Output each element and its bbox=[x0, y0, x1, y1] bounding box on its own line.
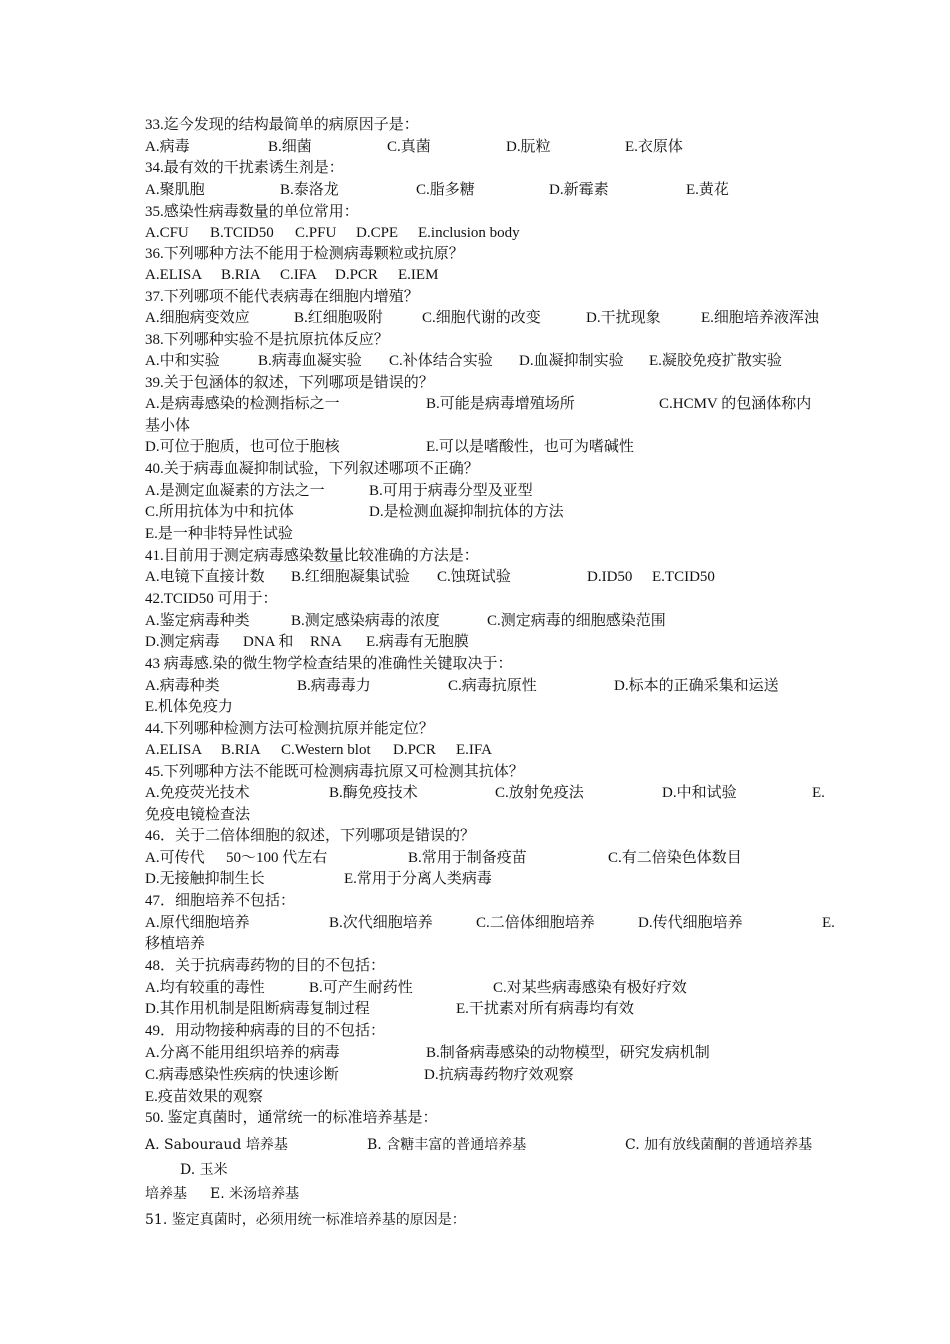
text-segment-line-22-3: C.蚀斑试验 bbox=[437, 569, 511, 585]
text-segment-line-26-1: 43 病毒感.染的微生物学检查结果的准确性关键取决于： bbox=[145, 656, 513, 672]
text-segment-line-18-1: A.是测定血凝素的方法之一 bbox=[145, 483, 325, 499]
text-segment-line-6-2: B.TCID50 bbox=[210, 225, 274, 241]
text-segment-line-32-3: C.放射免疫法 bbox=[495, 785, 584, 801]
text-segment-line-13-1: 39.关于包涵体的叙述，下列哪项是错误的？ bbox=[145, 375, 434, 391]
text-segment-line-4-5: E.黄花 bbox=[686, 182, 729, 198]
text-segment-line-23-1: 42.TCID50 可用于： bbox=[145, 591, 278, 607]
text-segment-line-39-1: 移植培养 bbox=[145, 936, 206, 952]
text-segment-line-31-1: 45.下列哪种方法不能既可检测病毒抗原又可检测其抗体？ bbox=[145, 764, 524, 780]
text-segment-line-30-5: E.IFA bbox=[456, 742, 492, 758]
text-segment-line-4-3: C.脂多糖 bbox=[416, 182, 475, 198]
text-segment-line-20-1: E.是一种非特异性试验 bbox=[145, 526, 293, 542]
text-segment-line-25-3: RNA bbox=[310, 634, 342, 650]
text-segment-line-40-1: 48．关于抗病毒药物的目的不包括： bbox=[145, 958, 386, 974]
text-segment-line-2-1: A.病毒 bbox=[145, 139, 190, 155]
text-segment-line-21-1: 41.目前用于测定病毒感染数量比较准确的方法是： bbox=[145, 548, 479, 564]
text-segment-line-32-1: A.免疫荧光技术 bbox=[145, 785, 250, 801]
text-segment-line-32-5: E. bbox=[812, 785, 825, 801]
text-segment-line-6-4: D.CPE bbox=[356, 225, 399, 241]
text-segment-line-25-1: D.测定病毒 bbox=[145, 634, 220, 650]
text-segment-line-16-1: D.可位于胞质，也可位于胞核 bbox=[145, 439, 340, 455]
text-segment-line-8-5: E.IEM bbox=[398, 267, 439, 283]
text-segment-line-25-4: E.病毒有无胞膜 bbox=[366, 634, 469, 650]
text-segment-line-7-1: 36.下列哪种方法不能用于检测病毒颗粒或抗原？ bbox=[145, 246, 464, 262]
text-segment-line-6-5: E.inclusion body bbox=[418, 225, 520, 241]
text-segment-line-10-5: E.细胞培养液浑浊 bbox=[701, 310, 819, 326]
text-segment-line-18-2: B.可用于病毒分型及亚型 bbox=[369, 483, 533, 499]
text-segment-line-14-2: B.可能是病毒增殖场所 bbox=[426, 396, 575, 412]
text-segment-line-2-5: E.衣原体 bbox=[625, 139, 683, 155]
text-segment-line-38-3: C.二倍体细胞培养 bbox=[476, 915, 595, 931]
text-segment-line-8-1: A.ELISA bbox=[145, 267, 203, 283]
text-segment-line-33-1: 免疫电镜检查法 bbox=[145, 807, 251, 823]
text-segment-line-44-2: B.制备病毒感染的动物模型，研究发病机制 bbox=[426, 1045, 710, 1061]
text-segment-line-16-2: E.可以是嗜酸性，也可为嗜碱性 bbox=[426, 439, 634, 455]
text-segment-line-42-1: D.其作用机制是阻断病毒复制过程 bbox=[145, 1001, 370, 1017]
text-segment-line-22-1: A.电镜下直接计数 bbox=[145, 569, 265, 585]
text-segment-line-14-3: C.HCMV 的包涵体称内 bbox=[659, 396, 812, 412]
text-segment-line-19-1: C.所用抗体为中和抗体 bbox=[145, 504, 294, 520]
text-segment-line-15-1: 基小体 bbox=[145, 418, 191, 434]
text-segment-line-32-2: B.酶免疫技术 bbox=[329, 785, 418, 801]
text-segment-line-35-1: A.可传代 bbox=[145, 850, 205, 866]
text-segment-line-46-1: E.疫苗效果的观察 bbox=[145, 1089, 263, 1105]
text-segment-line-3-1: 34.最有效的干扰素诱生剂是： bbox=[145, 160, 344, 176]
text-segment-line-36-2: E.常用于分离人类病毒 bbox=[344, 871, 492, 887]
text-segment-line-38-5: E. bbox=[822, 915, 835, 931]
text-segment-line-2-4: D.朊粒 bbox=[506, 139, 551, 155]
text-segment-line-4-1: A.聚肌胞 bbox=[145, 182, 205, 198]
text-segment-line-24-2: B.测定感染病毒的浓度 bbox=[291, 613, 440, 629]
text-segment-line-17-1: 40.关于病毒血凝抑制试验，下列叙述哪项不正确？ bbox=[145, 461, 479, 477]
text-segment-line-47-1: 50. 鉴定真菌时，通常统一的标准培养基是： bbox=[145, 1110, 438, 1126]
text-segment-line-50-1: 培养基 bbox=[145, 1186, 187, 1202]
text-segment-line-9-1: 37.下列哪项不能代表病毒在细胞内增殖？ bbox=[145, 289, 419, 305]
text-segment-line-30-1: A.ELISA bbox=[145, 742, 203, 758]
text-segment-line-42-2: E.干扰素对所有病毒均有效 bbox=[456, 1001, 634, 1017]
text-segment-line-43-1: 49．用动物接种病毒的目的不包括： bbox=[145, 1023, 386, 1039]
text-segment-line-4-2: B.泰洛龙 bbox=[280, 182, 339, 198]
text-segment-line-35-3: B.常用于制备疫苗 bbox=[408, 850, 527, 866]
text-segment-line-48-3: C. 加有放线菌酮的普通培养基 bbox=[625, 1137, 813, 1153]
text-segment-line-22-4: D.ID50 bbox=[587, 569, 633, 585]
text-segment-line-48-1: A. Sabouraud 培养基 bbox=[145, 1137, 288, 1153]
text-segment-line-12-5: E.凝胶免疫扩散实验 bbox=[649, 353, 782, 369]
text-segment-line-35-2: 50～100 代左右 bbox=[226, 850, 328, 866]
text-segment-line-45-2: D.抗病毒药物疗效观察 bbox=[424, 1067, 574, 1083]
text-segment-line-10-4: D.干扰现象 bbox=[586, 310, 661, 326]
text-segment-line-8-3: C.IFA bbox=[280, 267, 317, 283]
text-segment-line-10-1: A.细胞病变效应 bbox=[145, 310, 250, 326]
text-segment-line-22-5: E.TCID50 bbox=[652, 569, 715, 585]
text-segment-line-24-1: A.鉴定病毒种类 bbox=[145, 613, 250, 629]
text-segment-line-49-1: D. 玉米 bbox=[180, 1162, 228, 1178]
text-segment-line-48-2: B. 含糖丰富的普通培养基 bbox=[367, 1137, 527, 1153]
text-segment-line-38-4: D.传代细胞培养 bbox=[638, 915, 743, 931]
text-segment-line-27-1: A.病毒种类 bbox=[145, 678, 220, 694]
text-segment-line-24-3: C.测定病毒的细胞感染范围 bbox=[487, 613, 666, 629]
text-segment-line-8-2: B.RIA bbox=[221, 267, 261, 283]
text-segment-line-11-1: 38.下列哪种实验不是抗原抗体反应？ bbox=[145, 332, 389, 348]
text-segment-line-1-1: 33.迄今发现的结构最简单的病原因子是： bbox=[145, 117, 419, 133]
text-segment-line-27-4: D.标本的正确采集和运送 bbox=[614, 678, 779, 694]
text-segment-line-19-2: D.是检测血凝抑制抗体的方法 bbox=[369, 504, 564, 520]
text-segment-line-12-2: B.病毒血凝实验 bbox=[258, 353, 362, 369]
text-segment-line-30-4: D.PCR bbox=[393, 742, 436, 758]
text-segment-line-41-1: A.均有较重的毒性 bbox=[145, 980, 265, 996]
text-segment-line-12-4: D.血凝抑制实验 bbox=[519, 353, 624, 369]
text-segment-line-38-2: B.次代细胞培养 bbox=[329, 915, 433, 931]
text-segment-line-29-1: 44.下列哪种检测方法可检测抗原并能定位？ bbox=[145, 721, 434, 737]
text-segment-line-50-2: E. 米汤培养基 bbox=[210, 1186, 300, 1202]
text-segment-line-38-1: A.原代细胞培养 bbox=[145, 915, 250, 931]
text-segment-line-37-1: 47．细胞培养不包括： bbox=[145, 893, 296, 909]
text-segment-line-41-3: C.对某些病毒感染有极好疗效 bbox=[493, 980, 687, 996]
text-segment-line-22-2: B.红细胞凝集试验 bbox=[291, 569, 410, 585]
text-segment-line-6-1: A.CFU bbox=[145, 225, 189, 241]
text-segment-line-14-1: A.是病毒感染的检测指标之一 bbox=[145, 396, 340, 412]
text-segment-line-4-4: D.新霉素 bbox=[549, 182, 609, 198]
text-segment-line-2-3: C.真菌 bbox=[387, 139, 431, 155]
text-segment-line-32-4: D.中和试验 bbox=[662, 785, 737, 801]
text-segment-line-36-1: D.无接触抑制生长 bbox=[145, 871, 265, 887]
text-segment-line-25-2: DNA 和 bbox=[243, 634, 294, 650]
text-segment-line-27-3: C.病毒抗原性 bbox=[448, 678, 537, 694]
text-segment-line-5-1: 35.感染性病毒数量的单位常用： bbox=[145, 204, 359, 220]
text-segment-line-12-1: A.中和实验 bbox=[145, 353, 220, 369]
text-segment-line-41-2: B.可产生耐药性 bbox=[309, 980, 413, 996]
text-segment-line-30-3: C.Western blot bbox=[281, 742, 371, 758]
text-segment-line-10-3: C.细胞代谢的改变 bbox=[422, 310, 541, 326]
text-segment-line-27-2: B.病毒毒力 bbox=[297, 678, 371, 694]
text-segment-line-10-2: B.红细胞吸附 bbox=[294, 310, 383, 326]
text-segment-line-28-1: E.机体免疫力 bbox=[145, 699, 233, 715]
text-segment-line-8-4: D.PCR bbox=[335, 267, 378, 283]
text-segment-line-44-1: A.分离不能用组织培养的病毒 bbox=[145, 1045, 340, 1061]
text-segment-line-35-4: C.有二倍染色体数目 bbox=[608, 850, 742, 866]
text-segment-line-30-2: B.RIA bbox=[221, 742, 261, 758]
text-segment-line-45-1: C.病毒感染性疾病的快速诊断 bbox=[145, 1067, 339, 1083]
text-segment-line-34-1: 46．关于二倍体细胞的叙述，下列哪项是错误的？ bbox=[145, 828, 476, 844]
text-segment-line-12-3: C.补体结合实验 bbox=[389, 353, 493, 369]
text-segment-line-51-1: 51. 鉴定真菌时，必须用统一标准培养基的原因是： bbox=[145, 1212, 466, 1228]
text-segment-line-6-3: C.PFU bbox=[295, 225, 337, 241]
text-segment-line-2-2: B.细菌 bbox=[268, 139, 312, 155]
